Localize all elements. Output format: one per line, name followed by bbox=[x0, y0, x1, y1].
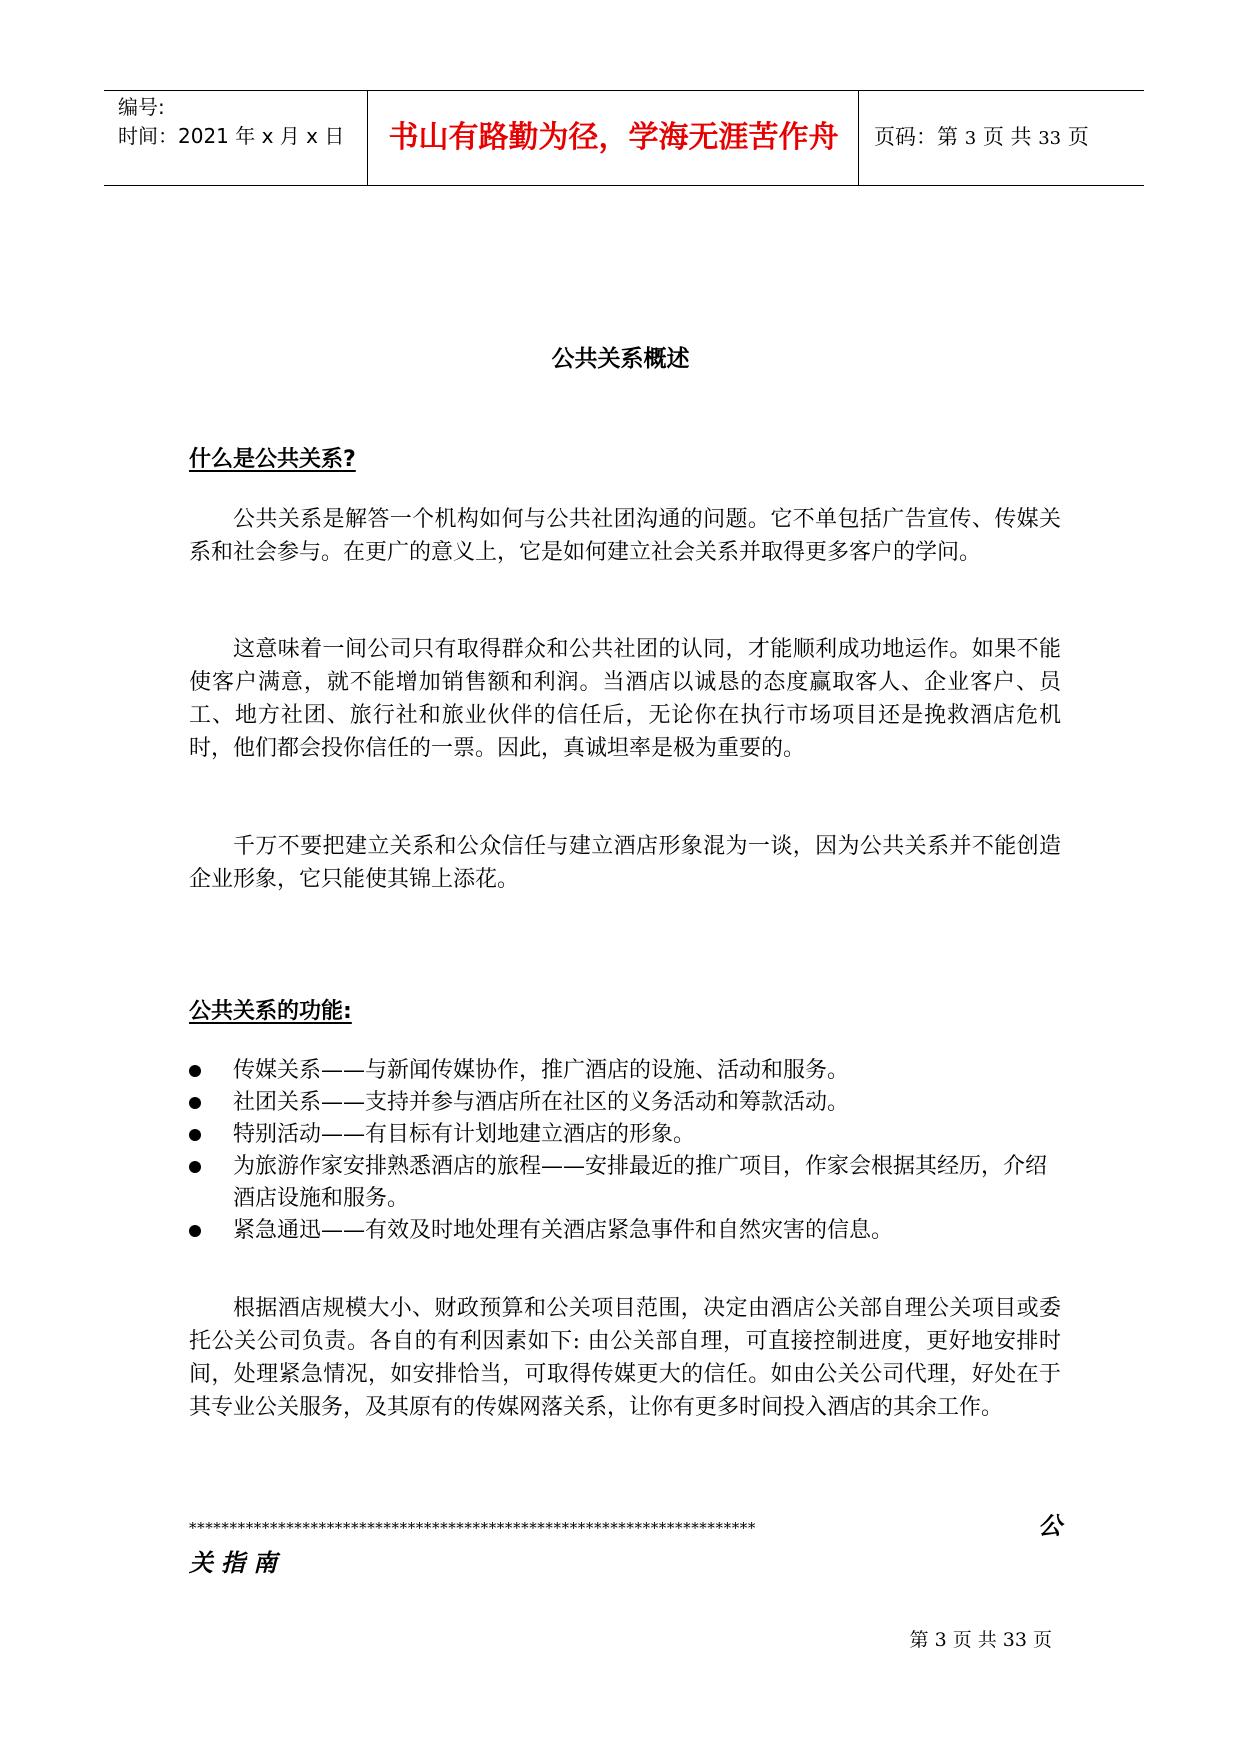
bullet-dot-icon bbox=[189, 1065, 201, 1077]
header-page-number bbox=[874, 122, 1089, 154]
list-item-text: 为旅游作家安排熟悉酒店的旅程——安排最近的推广项目，作家会根据其经历，介绍酒店设施和服务。 bbox=[233, 1154, 1048, 1211]
page-header bbox=[104, 90, 1144, 186]
header-divider-left bbox=[367, 91, 368, 185]
list-item-text: 特别活动——有目标有计划地建立酒店的形象。 bbox=[233, 1122, 696, 1147]
header-motto: 书山有路勤为径，学海无涯苦作舟 bbox=[388, 120, 839, 155]
bullet-dot-icon bbox=[189, 1225, 201, 1237]
header-meta bbox=[118, 93, 368, 151]
list-item-text: 紧急通迅——有效及时地处理有关酒店紧急事件和自然灾害的信息。 bbox=[233, 1218, 894, 1243]
paragraph-trust: 这意味着一间公司只有取得群众和公共社团的认同，才能顺利成功地运作。如果不能使客户满意，就不能增加销售额和利润。当酒店以诚恳的态度赢取客人、企业客户、员工、地方社团、旅行社和旅业伙伴的信任后，无论你在执行市场项目还是挽救酒店危机时，他们都会投你信任的一票。因此，真诚坦率是极为重要的。 bbox=[189, 637, 1061, 761]
header-page-prefix: 页码：第 bbox=[874, 125, 958, 149]
header-divider-right bbox=[858, 91, 859, 185]
separator-tail: 关指南 bbox=[189, 1548, 285, 1577]
list-item bbox=[189, 1119, 1061, 1151]
header-page-mid: 页 共 bbox=[982, 125, 1032, 149]
bullet-dot-icon bbox=[189, 1161, 201, 1173]
list-item bbox=[189, 1055, 1061, 1087]
list-item bbox=[189, 1087, 1061, 1119]
functions-list bbox=[189, 1055, 1061, 1247]
header-page-suffix: 页 bbox=[1067, 125, 1089, 149]
paragraph-image: 千万不要把建立关系和公众信任与建立酒店形象混为一谈，因为公共关系并不能创造企业形象，它只能使其锦上添花。 bbox=[189, 834, 1061, 892]
section-heading-functions: 公共关系的功能: bbox=[189, 999, 352, 1024]
separator-stars: ********************************************************************** bbox=[189, 1519, 756, 1537]
list-item-text: 传媒关系——与新闻传媒协作，推广酒店的设施、活动和服务。 bbox=[233, 1058, 850, 1083]
list-item bbox=[189, 1215, 1061, 1247]
page-footer: 第 3 页 共 33 页 bbox=[909, 1629, 1052, 1651]
bullet-dot-icon bbox=[189, 1097, 201, 1109]
document-title: 公共关系概述 bbox=[551, 346, 690, 372]
list-item-text: 社团关系——支持并参与酒店所在社区的义务活动和筹款活动。 bbox=[233, 1090, 850, 1115]
paragraph-in-house-vs-agency: 根据酒店规模大小、财政预算和公关项目范围，决定由酒店公关部自理公关项目或委托公关公司负责。各自的有利因素如下: 由公关部自理，可直接控制进度，更好地安排时间，处理紧急情况，如安排恰当，可取得传媒更大的信任。如由公关公司代理，好处在于其专业公关服务，及其原有的传媒网落关系，让你有更多时间投入酒店的其余工作。 bbox=[189, 1296, 1061, 1420]
section-heading-what-is-pr: 什么是公共关系? bbox=[189, 447, 356, 472]
header-page-current: 3 bbox=[964, 128, 977, 149]
paragraph-definition: 公共关系是解答一个机构如何与公共社团沟通的问题。它不单包括广告宣传、传媒关系和社会参与。在更广的意义上，它是如何建立社会关系并取得更多客户的学问。 bbox=[189, 507, 1061, 565]
separator-end-char: 公 bbox=[1038, 1511, 1062, 1540]
header-page-total: 33 bbox=[1038, 128, 1062, 149]
bullet-dot-icon bbox=[189, 1129, 201, 1141]
header-number-label: 编号: bbox=[118, 95, 165, 119]
header-time-label: 时间：2021 年 x 月 x 日 bbox=[118, 124, 345, 148]
list-item bbox=[189, 1151, 1061, 1215]
